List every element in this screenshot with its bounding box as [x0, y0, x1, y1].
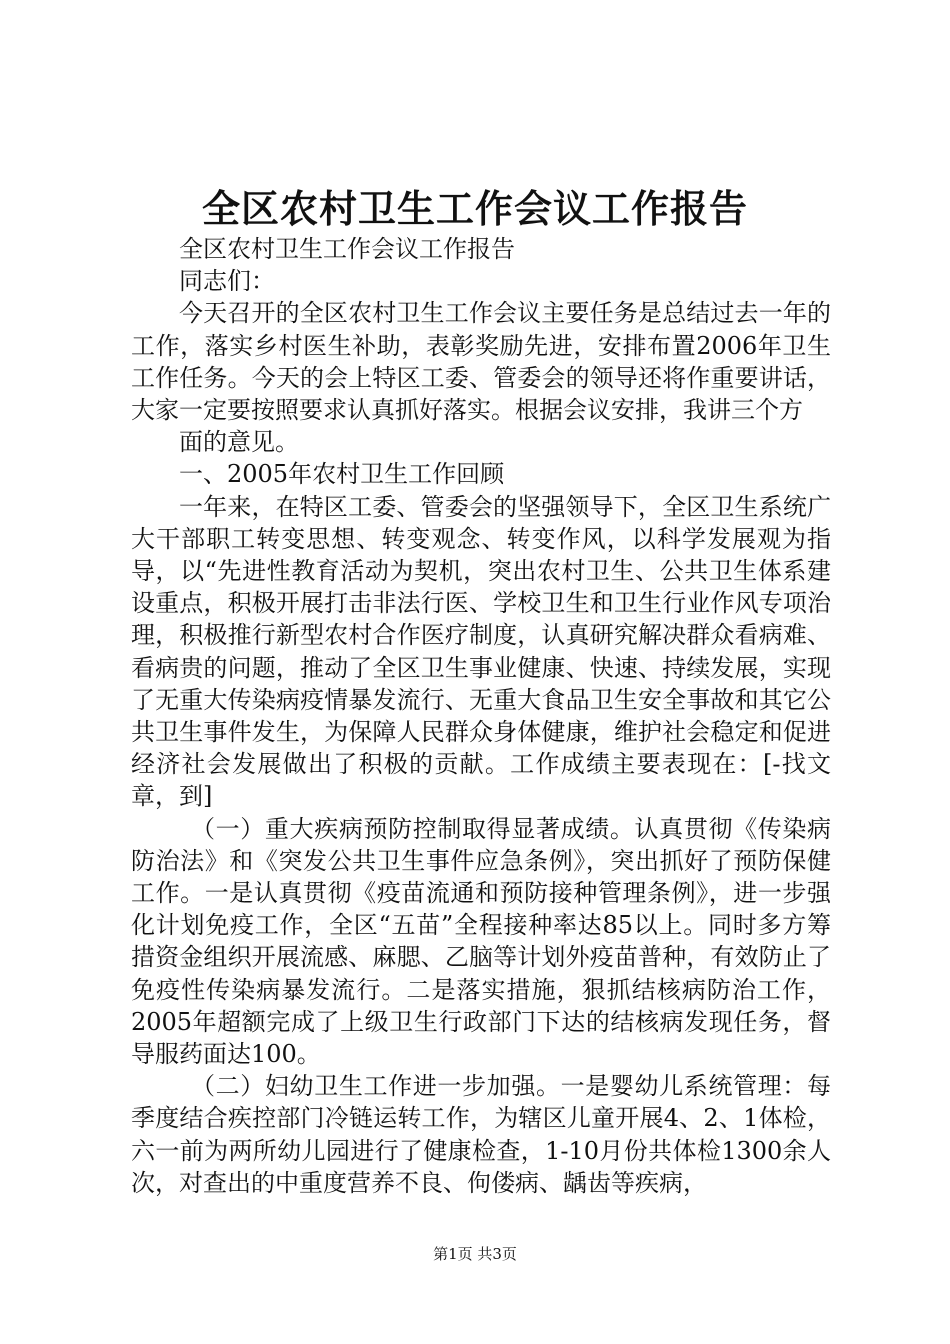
section-heading: 一、2005年农村卫生工作回顾: [179, 460, 505, 489]
disease-control-paragraph: （一）重大疾病预防控制取得显著成绩。认真贯彻《传染病防治法》和《突发公共卫生事件应急条例》，突出抓好了预防保健工作。一是认真贯彻《疫苗流通和预防接种管理条例》，进一步强化计划免疫工作，全区“五苗”全程接种率达85以上。同时多方筹措资金组织开展流感、麻腮、乙脑等计划外疫苗普种，有效防止了免疫性传染病暴发流行。二是落实措施，狠抓结核病防治工作，2005年超额完成了上级卫生行政部门下达的结核病发现任务，督导服药面达100。: [131, 814, 831, 1069]
page-title: 全区农村卫生工作会议工作报告: [201, 186, 748, 231]
subtitle-paragraph: 全区农村卫生工作会议工作报告: [179, 235, 515, 263]
document-body: [131, 233, 831, 1199]
page-footer: 第1页 共3页: [433, 1245, 517, 1263]
review-paragraph: 一年来，在特区工委、管委会的坚强领导下，全区卫生系统广大干部职工转变思想、转变观念、转变作风，以科学发展观为指导，以“先进性教育活动为契机，突出农村卫生、公共卫生体系建设重点，积极开展打击非法行医、学校卫生和卫生行业作风专项治理，积极推行新型农村合作医疗制度，认真研究解决群众看病难、看病贵的问题，推动了全区卫生事业健康、快速、持续发展，实现了无重大传染病疫情暴发流行、无重大食品卫生安全事故和其它公共卫生事件发生，为保障人民群众身体健康，维护社会稳定和促进经济社会发展做出了积极的贡献。工作成绩主要表现在：[-找文章，到]: [131, 492, 831, 811]
intro-continuation-paragraph: 面的意见。: [179, 428, 299, 457]
maternal-child-paragraph: （二）妇幼卫生工作进一步加强。一是婴幼儿系统管理：每季度结合疾控部门冷链运转工作，为辖区儿童开展4、2、1体检，六一前为两所幼儿园进行了健康检查，1-10月份共体检1300余人次，对查出的中重度营养不良、佝偻病、龋齿等疾病，: [131, 1072, 831, 1197]
salutation-paragraph: 同志们：: [179, 267, 275, 296]
intro-paragraph: 今天召开的全区农村卫生工作会议主要任务是总结过去一年的工作，落实乡村医生补助，表彰奖励先进，安排布置2006年卫生工作任务。今天的会上特区工委、管委会的领导还将作重要讲话，大家一定要按照要求认真抓好落实。根据会议安排，我讲三个方: [131, 299, 831, 425]
